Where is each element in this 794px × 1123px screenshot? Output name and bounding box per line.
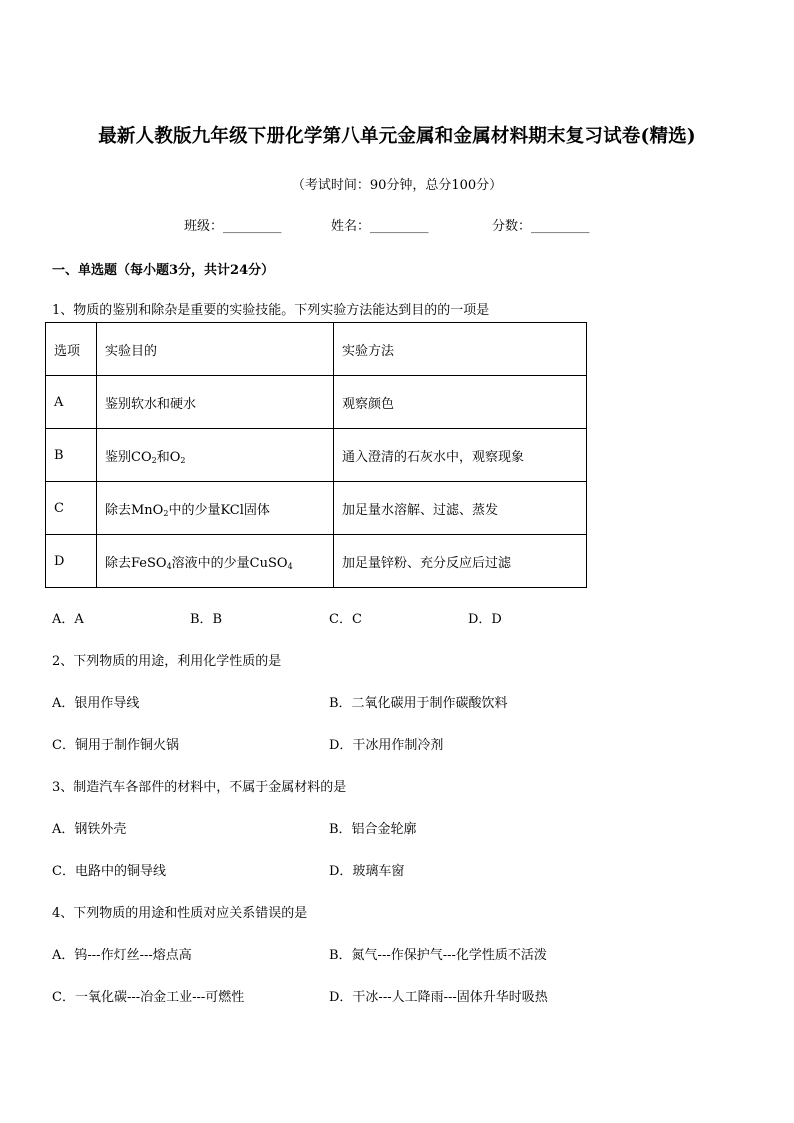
table-cell-purpose (97, 482, 334, 535)
table-row (46, 376, 587, 429)
purpose-text: 鉴别软水和硬水 (105, 396, 197, 412)
class-label: 班级： (184, 219, 224, 234)
table-cell-method: 加足量水溶解、过滤、蒸发 (334, 482, 587, 535)
table-header-cell: 实验目的 (97, 323, 334, 376)
section-title: 一、单选题（每小题3分，共计24分） (52, 263, 275, 278)
exam-title: 最新人教版九年级下册化学第八单元金属和金属材料期末复习试卷(精选) (98, 126, 696, 147)
purpose-text: 中的少量KCl固体 (168, 502, 270, 518)
score-label: 分数： (492, 219, 532, 234)
question-1-option-d[interactable]: D．D (468, 612, 502, 627)
question-4-text: 4、下列物质的用途和性质对应关系错误的是 (52, 906, 308, 921)
question-3-option-d[interactable]: D．玻璃车窗 (329, 864, 405, 879)
purpose-text: 和O (156, 449, 181, 465)
table-header-row (46, 323, 587, 376)
score-field (492, 215, 590, 234)
table-cell-method: 通入澄清的石灰水中，观察现象 (334, 429, 587, 482)
subscript: 4 (166, 561, 172, 571)
question-3-option-c[interactable]: C．电路中的铜导线 (52, 864, 166, 879)
name-label: 姓名： (331, 219, 371, 234)
question-4-option-d[interactable]: D．干冰---人工降雨---固体升华时吸热 (329, 990, 548, 1005)
class-blank: _________ (223, 219, 282, 234)
table-row (46, 482, 587, 535)
subscript: 2 (163, 508, 169, 518)
table-cell-option: A (46, 376, 97, 429)
table-cell-option: D (46, 535, 97, 588)
question-4-option-b[interactable]: B．氮气---作保护气---化学性质不活泼 (329, 948, 547, 963)
table-cell-option: C (46, 482, 97, 535)
question-2-text: 2、下列物质的用途，利用化学性质的是 (52, 654, 282, 669)
purpose-text: 除去MnO (105, 502, 164, 518)
subscript: 2 (180, 455, 186, 465)
question-4-option-c[interactable]: C．一氧化碳---冶金工业---可燃性 (52, 990, 245, 1005)
table-header-cell: 实验方法 (334, 323, 587, 376)
table-cell-purpose (97, 376, 334, 429)
class-field (184, 215, 282, 234)
question-1-table (45, 322, 587, 588)
question-3-text: 3、制造汽车各部件的材料中，不属于金属材料的是 (52, 780, 347, 795)
name-blank: _________ (370, 219, 429, 234)
question-1-option-a[interactable]: A．A (52, 612, 84, 627)
question-2-option-b[interactable]: B．二氧化碳用于制作碳酸饮料 (329, 696, 508, 711)
purpose-text: 鉴别CO (105, 449, 152, 465)
question-1-option-b[interactable]: B．B (190, 612, 223, 627)
table-cell-option: B (46, 429, 97, 482)
question-3-option-b[interactable]: B．铝合金轮廓 (329, 822, 417, 837)
table-row (46, 429, 587, 482)
question-3-option-a[interactable]: A．钢铁外壳 (52, 822, 127, 837)
exam-subtitle: （考试时间：90分钟，总分100分） (291, 178, 503, 193)
name-field (331, 215, 429, 234)
question-2-option-d[interactable]: D．干冰用作制冷剂 (329, 738, 444, 753)
question-2-option-a[interactable]: A．银用作导线 (52, 696, 140, 711)
question-2-option-c[interactable]: C．铜用于制作铜火锅 (52, 738, 179, 753)
table-cell-method: 加足量锌粉、充分反应后过滤 (334, 535, 587, 588)
table-cell-purpose (97, 535, 334, 588)
subscript: 2 (151, 455, 157, 465)
question-4-option-a[interactable]: A．钨---作灯丝---熔点高 (52, 948, 192, 963)
table-header-cell: 选项 (46, 323, 97, 376)
score-blank: _________ (531, 219, 590, 234)
purpose-text: 溶液中的少量CuSO (171, 555, 288, 571)
table-cell-method: 观察颜色 (334, 376, 587, 429)
subscript: 4 (287, 561, 293, 571)
table-row (46, 535, 587, 588)
purpose-text: 除去FeSO (105, 555, 167, 571)
question-1-text: 1、物质的鉴别和除杂是重要的实验技能。下列实验方法能达到目的的一项是 (52, 303, 490, 318)
question-1-option-c[interactable]: C．C (329, 612, 362, 627)
table-cell-purpose (97, 429, 334, 482)
